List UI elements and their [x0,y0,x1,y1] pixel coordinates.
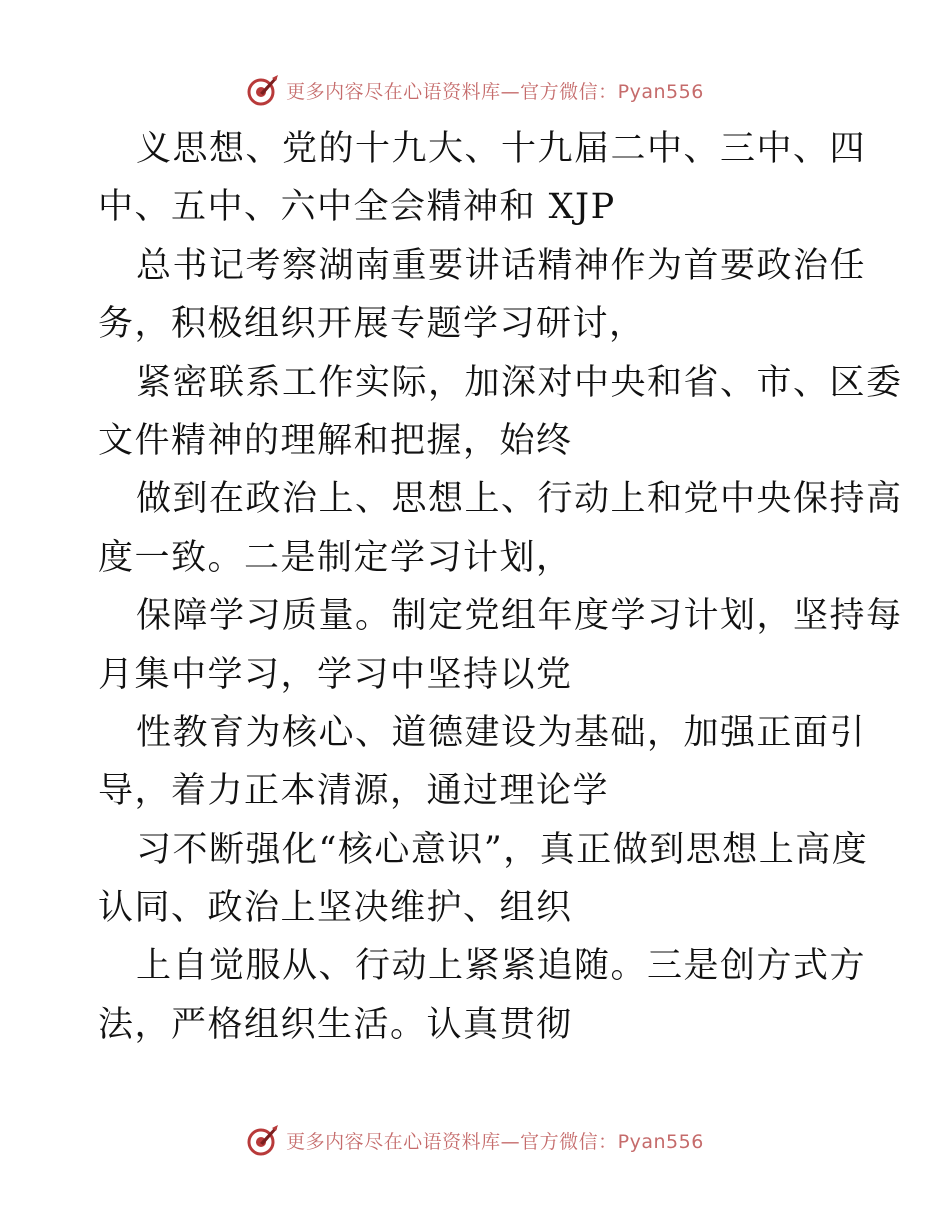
text-line: 认同、政治上坚决维护、组织 [98,888,573,929]
text-line: 度一致。二是制定学习计划， [98,537,573,578]
text-line: 中、五中、六中全会精神和 XJP [98,187,616,228]
text-line: 法，严格组织生活。认真贯彻 [98,1004,573,1045]
header-banner [0,70,950,110]
text-line: 做到在政治上、思想上、行动上和党中央保持高 [136,479,903,520]
text-line: 紧密联系工作实际，加深对中央和省、市、区委 [136,362,903,403]
text-line: 导，着力正本清源，通过理论学 [98,771,610,812]
footer-banner [0,1120,950,1160]
header-banner-text: 更多内容尽在心语资料库—官方微信：Pyan556 [286,80,704,103]
text-line: 义思想、党的十九大、十九届二中、三中、四 [136,129,867,169]
text-line: 文件精神的理解和把握，始终 [98,420,573,461]
text-line: 保障学习质量。制定党组年度学习计划，坚持每 [136,596,903,637]
text-line: 上自觉服从、行动上紧紧追随。三是创方式方 [136,946,867,987]
text-line: 性教育为核心、道德建设为基础，加强正面引 [136,712,867,753]
text-line: 务，积极组织开展专题学习研讨， [98,304,646,345]
quill-pen-logo-icon [246,73,280,107]
text-line: 习不断强化“核心意识”，真正做到思想上高度 [136,829,869,870]
text-line: 月集中学习，学习中坚持以党 [98,654,573,695]
text-line: 总书记考察湖南重要讲话精神作为首要政治任 [136,245,867,286]
document-body [98,120,903,1054]
quill-pen-logo-icon [246,1123,280,1157]
footer-banner-text: 更多内容尽在心语资料库—官方微信：Pyan556 [286,1130,704,1153]
